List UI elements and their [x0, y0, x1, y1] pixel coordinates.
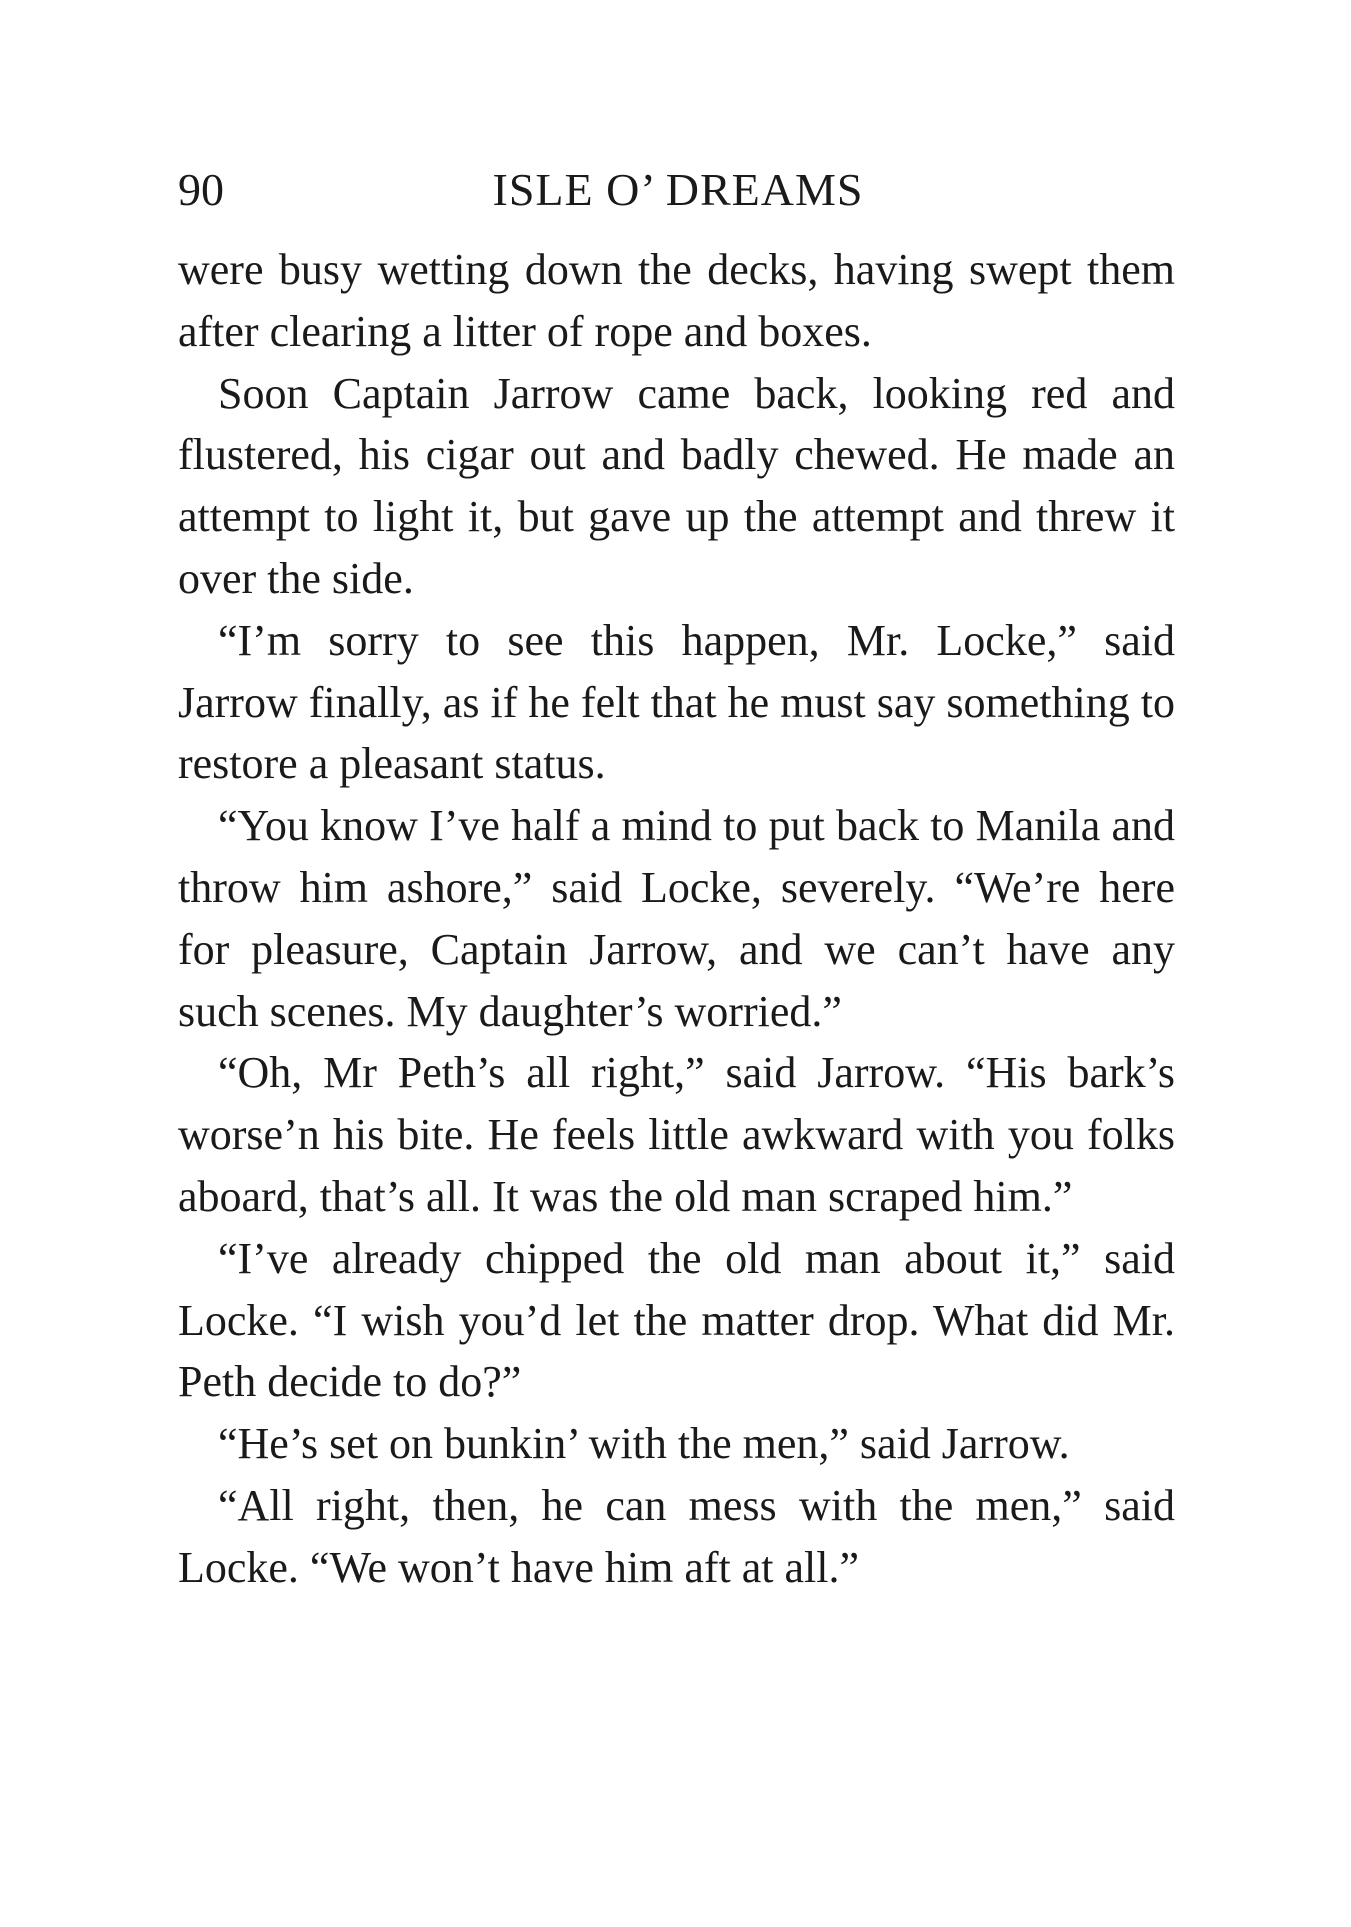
paragraph: “I’m sorry to see this happen, Mr. Locke,” said Jarrow finally, as if he felt that he must say something to restore a pleasant status.: [178, 615, 1175, 789]
running-title: ISLE O’ DREAMS: [492, 164, 864, 215]
body-text: [178, 239, 1175, 1599]
page-number: 90: [178, 164, 224, 215]
paragraph: “All right, then, he can mess with the men,” said Locke. “We won’t have him aft at all.”: [178, 1480, 1175, 1592]
paragraph: “Oh, Mr Peth’s all right,” said Jarrow. “His bark’s worse’n his bite. He feels little awkward with you folks aboard, that’s all. It was the old man scraped him.”: [178, 1048, 1175, 1221]
paragraph-continued: were busy wetting down the decks, having swept them after clearing a litter of rope and boxes.: [178, 245, 1175, 356]
paragraph: “He’s set on bunkin’ with the men,” said Jarrow.: [218, 1419, 1070, 1469]
paragraph: “I’ve already chipped the old man about it,” said Locke. “I wish you’d let the matter drop. What did Mr. Peth decide to do?”: [178, 1233, 1175, 1407]
paragraph: Soon Captain Jarrow came back, looking red and flustered, his cigar out and badly chewed. He made an attempt to light it, but gave up the attempt and threw it over the side.: [178, 368, 1175, 603]
running-head: [178, 160, 1178, 220]
paragraph: “You know I’ve half a mind to put back to Manila and throw him ashore,” said Locke, severely. “We’re here for pleasure, Captain Jarrow, and we can’t have any such scenes. My daughter’s worried.”: [178, 801, 1175, 1036]
